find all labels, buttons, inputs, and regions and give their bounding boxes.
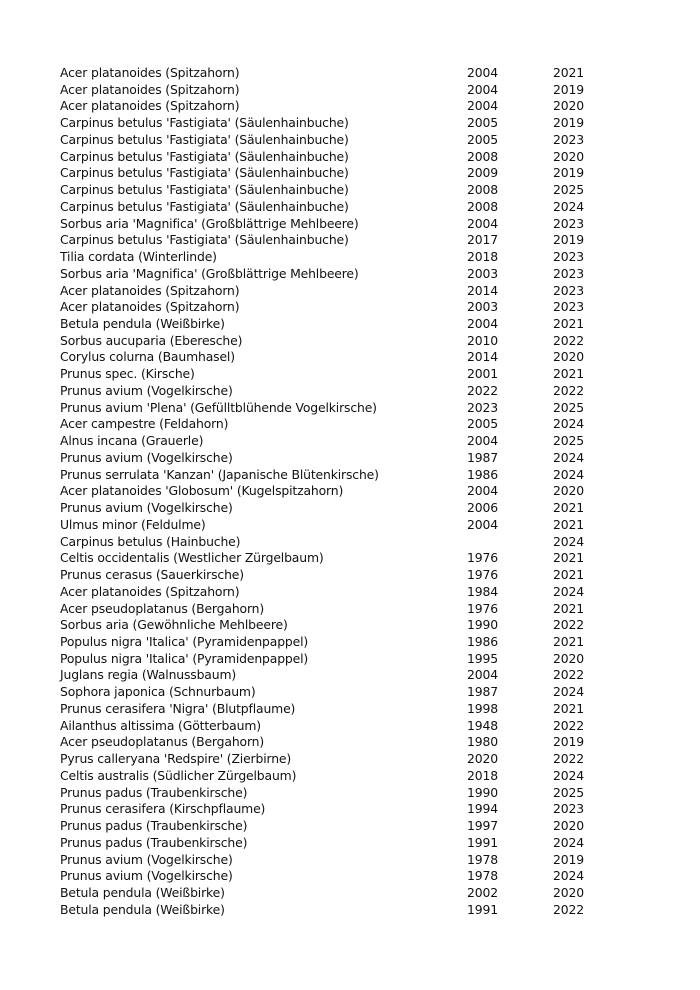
species-cell: Populus nigra 'Italica' (Pyramidenpappel) bbox=[60, 633, 309, 649]
table-row bbox=[60, 249, 593, 266]
year-inspected-cell: 2020 bbox=[553, 884, 584, 900]
table-row bbox=[60, 98, 593, 115]
year-inspected-cell: 2024 bbox=[553, 416, 584, 432]
year-planted-cell: 1976 bbox=[467, 550, 498, 566]
tree-table-body bbox=[60, 65, 593, 918]
species-cell: Sorbus aria 'Magnifica' (Großblättrige Mehlbeere) bbox=[60, 265, 359, 281]
table-row bbox=[60, 82, 593, 99]
table-row bbox=[60, 651, 593, 668]
year-inspected-cell: 2021 bbox=[553, 567, 584, 583]
species-cell: Sorbus aria (Gewöhnliche Mehlbeere) bbox=[60, 617, 288, 633]
year-planted-cell: 1990 bbox=[467, 617, 498, 633]
table-row bbox=[60, 534, 593, 551]
table-row bbox=[60, 500, 593, 517]
year-inspected-cell: 2020 bbox=[553, 483, 584, 499]
table-row bbox=[60, 333, 593, 350]
year-planted-cell: 1994 bbox=[467, 801, 498, 817]
table-row bbox=[60, 65, 593, 82]
year-planted-cell: 1976 bbox=[467, 567, 498, 583]
species-cell: Prunus avium 'Plena' (Gefülltblühende Vogelkirsche) bbox=[60, 399, 377, 415]
year-planted-cell: 2014 bbox=[467, 282, 498, 298]
species-cell: Betula pendula (Weißbirke) bbox=[60, 901, 225, 917]
table-row bbox=[60, 232, 593, 249]
species-cell: Prunus cerasifera (Kirschpflaume) bbox=[60, 801, 266, 817]
year-inspected-cell: 2020 bbox=[553, 98, 584, 114]
species-cell: Sorbus aucuparia (Eberesche) bbox=[60, 332, 243, 348]
table-row bbox=[60, 902, 593, 919]
year-planted-cell: 2020 bbox=[467, 751, 498, 767]
year-inspected-cell: 2020 bbox=[553, 148, 584, 164]
species-cell: Acer platanoides (Spitzahorn) bbox=[60, 98, 240, 114]
year-inspected-cell: 2021 bbox=[553, 516, 584, 532]
year-planted-cell: 2009 bbox=[467, 165, 498, 181]
year-inspected-cell: 2024 bbox=[553, 767, 584, 783]
year-planted-cell: 2003 bbox=[467, 265, 498, 281]
species-cell: Acer campestre (Feldahorn) bbox=[60, 416, 229, 432]
table-row bbox=[60, 132, 593, 149]
year-planted-cell: 2008 bbox=[467, 198, 498, 214]
table-row bbox=[60, 550, 593, 567]
table-row bbox=[60, 567, 593, 584]
year-planted-cell: 2006 bbox=[467, 500, 498, 516]
species-cell: Prunus padus (Traubenkirsche) bbox=[60, 834, 248, 850]
table-row bbox=[60, 701, 593, 718]
species-cell: Carpinus betulus 'Fastigiata' (Säulenhainbuche) bbox=[60, 148, 349, 164]
species-cell: Prunus padus (Traubenkirsche) bbox=[60, 818, 248, 834]
year-inspected-cell: 2022 bbox=[553, 751, 584, 767]
table-row bbox=[60, 266, 593, 283]
species-cell: Corylus colurna (Baumhasel) bbox=[60, 349, 235, 365]
table-row bbox=[60, 400, 593, 417]
species-cell: Carpinus betulus 'Fastigiata' (Säulenhainbuche) bbox=[60, 198, 349, 214]
year-planted-cell: 2008 bbox=[467, 182, 498, 198]
year-inspected-cell: 2019 bbox=[553, 115, 584, 131]
species-cell: Sorbus aria 'Magnifica' (Großblättrige Mehlbeere) bbox=[60, 215, 359, 231]
year-planted-cell: 2018 bbox=[467, 249, 498, 265]
table-row bbox=[60, 199, 593, 216]
species-cell: Prunus avium (Vogelkirsche) bbox=[60, 851, 233, 867]
table-row bbox=[60, 216, 593, 233]
year-inspected-cell: 2022 bbox=[553, 901, 584, 917]
species-cell: Alnus incana (Grauerle) bbox=[60, 433, 204, 449]
table-row bbox=[60, 801, 593, 818]
species-cell: Carpinus betulus 'Fastigiata' (Säulenhainbuche) bbox=[60, 115, 349, 131]
table-row bbox=[60, 885, 593, 902]
table-row bbox=[60, 366, 593, 383]
year-planted-cell: 2004 bbox=[467, 98, 498, 114]
table-row bbox=[60, 299, 593, 316]
table-row bbox=[60, 601, 593, 618]
year-inspected-cell: 2022 bbox=[553, 332, 584, 348]
year-inspected-cell: 2019 bbox=[553, 81, 584, 97]
year-planted-cell: 2023 bbox=[467, 399, 498, 415]
year-planted-cell: 1948 bbox=[467, 717, 498, 733]
table-row bbox=[60, 785, 593, 802]
species-cell: Ulmus minor (Feldulme) bbox=[60, 516, 206, 532]
table-row bbox=[60, 483, 593, 500]
table-row bbox=[60, 868, 593, 885]
year-inspected-cell: 2025 bbox=[553, 182, 584, 198]
year-inspected-cell: 2020 bbox=[553, 818, 584, 834]
year-inspected-cell: 2023 bbox=[553, 215, 584, 231]
year-planted-cell: 2004 bbox=[467, 81, 498, 97]
year-inspected-cell: 2025 bbox=[553, 399, 584, 415]
year-planted-cell: 1978 bbox=[467, 868, 498, 884]
table-row bbox=[60, 584, 593, 601]
species-cell: Prunus serrulata 'Kanzan' (Japanische Blütenkirsche) bbox=[60, 466, 379, 482]
species-cell: Carpinus betulus 'Fastigiata' (Säulenhainbuche) bbox=[60, 182, 349, 198]
species-cell: Celtis australis (Südlicher Zürgelbaum) bbox=[60, 767, 297, 783]
table-row bbox=[60, 852, 593, 869]
year-inspected-cell: 2021 bbox=[553, 550, 584, 566]
species-cell: Carpinus betulus 'Fastigiata' (Säulenhainbuche) bbox=[60, 131, 349, 147]
year-planted-cell: 2005 bbox=[467, 131, 498, 147]
year-inspected-cell: 2021 bbox=[553, 633, 584, 649]
table-row bbox=[60, 316, 593, 333]
species-cell: Carpinus betulus 'Fastigiata' (Säulenhainbuche) bbox=[60, 165, 349, 181]
year-inspected-cell: 2021 bbox=[553, 316, 584, 332]
year-planted-cell: 2004 bbox=[467, 483, 498, 499]
year-inspected-cell: 2022 bbox=[553, 382, 584, 398]
species-cell: Ailanthus altissima (Götterbaum) bbox=[60, 717, 261, 733]
species-cell: Acer pseudoplatanus (Bergahorn) bbox=[60, 734, 265, 750]
table-row bbox=[60, 517, 593, 534]
species-cell: Prunus padus (Traubenkirsche) bbox=[60, 784, 248, 800]
table-row bbox=[60, 751, 593, 768]
table-row bbox=[60, 467, 593, 484]
year-planted-cell: 2004 bbox=[467, 316, 498, 332]
year-inspected-cell: 2023 bbox=[553, 265, 584, 281]
year-planted-cell: 2022 bbox=[467, 382, 498, 398]
year-planted-cell: 2010 bbox=[467, 332, 498, 348]
tree-table bbox=[60, 65, 593, 918]
year-inspected-cell: 2024 bbox=[553, 198, 584, 214]
year-planted-cell: 1995 bbox=[467, 650, 498, 666]
year-planted-cell: 1987 bbox=[467, 684, 498, 700]
year-inspected-cell: 2024 bbox=[553, 449, 584, 465]
year-planted-cell: 1986 bbox=[467, 466, 498, 482]
species-cell: Celtis occidentalis (Westlicher Zürgelbaum) bbox=[60, 550, 324, 566]
species-cell: Acer platanoides (Spitzahorn) bbox=[60, 81, 240, 97]
year-planted-cell: 2001 bbox=[467, 366, 498, 382]
species-cell: Acer platanoides (Spitzahorn) bbox=[60, 583, 240, 599]
year-inspected-cell: 2024 bbox=[553, 684, 584, 700]
species-cell: Carpinus betulus 'Fastigiata' (Säulenhainbuche) bbox=[60, 232, 349, 248]
table-row bbox=[60, 115, 593, 132]
year-inspected-cell: 2020 bbox=[553, 349, 584, 365]
year-planted-cell: 2004 bbox=[467, 516, 498, 532]
year-planted-cell: 2002 bbox=[467, 884, 498, 900]
year-planted-cell: 1987 bbox=[467, 449, 498, 465]
species-cell: Prunus spec. (Kirsche) bbox=[60, 366, 195, 382]
year-inspected-cell: 2024 bbox=[553, 583, 584, 599]
species-cell: Sophora japonica (Schnurbaum) bbox=[60, 684, 256, 700]
year-planted-cell: 2004 bbox=[467, 667, 498, 683]
table-row bbox=[60, 818, 593, 835]
year-planted-cell: 1976 bbox=[467, 600, 498, 616]
species-cell: Pyrus calleryana 'Redspire' (Zierbirne) bbox=[60, 751, 292, 767]
table-row bbox=[60, 283, 593, 300]
year-inspected-cell: 2024 bbox=[553, 533, 584, 549]
table-row bbox=[60, 835, 593, 852]
year-inspected-cell: 2023 bbox=[553, 299, 584, 315]
year-planted-cell: 1990 bbox=[467, 784, 498, 800]
year-planted-cell: 1986 bbox=[467, 633, 498, 649]
table-row bbox=[60, 768, 593, 785]
species-cell: Tilia cordata (Winterlinde) bbox=[60, 249, 217, 265]
year-planted-cell: 1991 bbox=[467, 834, 498, 850]
year-inspected-cell: 2023 bbox=[553, 131, 584, 147]
year-planted-cell: 2017 bbox=[467, 232, 498, 248]
table-row bbox=[60, 617, 593, 634]
year-inspected-cell: 2021 bbox=[553, 366, 584, 382]
species-cell: Betula pendula (Weißbirke) bbox=[60, 884, 225, 900]
year-planted-cell: 1991 bbox=[467, 901, 498, 917]
year-planted-cell bbox=[467, 534, 553, 551]
species-cell: Acer platanoides (Spitzahorn) bbox=[60, 299, 240, 315]
year-inspected-cell: 2021 bbox=[553, 500, 584, 516]
year-inspected-cell: 2023 bbox=[553, 282, 584, 298]
species-cell: Acer platanoides (Spitzahorn) bbox=[60, 282, 240, 298]
year-inspected-cell: 2019 bbox=[553, 851, 584, 867]
table-row bbox=[60, 349, 593, 366]
table-row bbox=[60, 149, 593, 166]
table-row bbox=[60, 433, 593, 450]
table-row bbox=[60, 450, 593, 467]
year-inspected-cell: 2022 bbox=[553, 667, 584, 683]
year-inspected-cell: 2021 bbox=[553, 65, 584, 80]
species-cell: Acer platanoides (Spitzahorn) bbox=[60, 65, 240, 80]
year-inspected-cell: 2024 bbox=[553, 868, 584, 884]
table-row bbox=[60, 182, 593, 199]
species-cell: Prunus avium (Vogelkirsche) bbox=[60, 382, 233, 398]
year-inspected-cell: 2019 bbox=[553, 165, 584, 181]
species-cell: Prunus avium (Vogelkirsche) bbox=[60, 500, 233, 516]
year-inspected-cell: 2021 bbox=[553, 700, 584, 716]
year-inspected-cell: 2019 bbox=[553, 232, 584, 248]
year-planted-cell: 1998 bbox=[467, 700, 498, 716]
species-cell: Acer pseudoplatanus (Bergahorn) bbox=[60, 600, 265, 616]
species-cell: Betula pendula (Weißbirke) bbox=[60, 316, 225, 332]
species-cell: Prunus cerasifera 'Nigra' (Blutpflaume) bbox=[60, 700, 296, 716]
table-row bbox=[60, 718, 593, 735]
year-planted-cell: 1978 bbox=[467, 851, 498, 867]
year-inspected-cell: 2025 bbox=[553, 433, 584, 449]
year-inspected-cell: 2021 bbox=[553, 600, 584, 616]
table-row bbox=[60, 165, 593, 182]
year-planted-cell: 1980 bbox=[467, 734, 498, 750]
year-planted-cell: 2014 bbox=[467, 349, 498, 365]
year-inspected-cell: 2024 bbox=[553, 466, 584, 482]
year-planted-cell: 2005 bbox=[467, 115, 498, 131]
year-inspected-cell: 2020 bbox=[553, 650, 584, 666]
species-cell: Prunus avium (Vogelkirsche) bbox=[60, 449, 233, 465]
year-planted-cell: 1984 bbox=[467, 583, 498, 599]
table-row bbox=[60, 734, 593, 751]
species-cell: Juglans regia (Walnussbaum) bbox=[60, 667, 237, 683]
year-planted-cell: 2018 bbox=[467, 767, 498, 783]
year-inspected-cell: 2023 bbox=[553, 249, 584, 265]
year-planted-cell: 2004 bbox=[467, 433, 498, 449]
year-planted-cell: 2003 bbox=[467, 299, 498, 315]
year-planted-cell: 2005 bbox=[467, 416, 498, 432]
year-planted-cell: 2004 bbox=[467, 65, 498, 80]
species-cell: Acer platanoides 'Globosum' (Kugelspitzahorn) bbox=[60, 483, 344, 499]
species-cell: Carpinus betulus (Hainbuche) bbox=[60, 533, 241, 549]
year-inspected-cell: 2025 bbox=[553, 784, 584, 800]
table-row bbox=[60, 684, 593, 701]
table-row bbox=[60, 383, 593, 400]
year-inspected-cell: 2022 bbox=[553, 717, 584, 733]
species-cell: Prunus avium (Vogelkirsche) bbox=[60, 868, 233, 884]
year-inspected-cell: 2024 bbox=[553, 834, 584, 850]
table-row bbox=[60, 634, 593, 651]
table-row bbox=[60, 667, 593, 684]
species-cell: Populus nigra 'Italica' (Pyramidenpappel) bbox=[60, 650, 309, 666]
table-row bbox=[60, 416, 593, 433]
species-cell: Prunus cerasus (Sauerkirsche) bbox=[60, 567, 244, 583]
year-inspected-cell: 2022 bbox=[553, 617, 584, 633]
year-inspected-cell: 2023 bbox=[553, 801, 584, 817]
year-planted-cell: 2008 bbox=[467, 148, 498, 164]
year-inspected-cell: 2019 bbox=[553, 734, 584, 750]
year-planted-cell: 2004 bbox=[467, 215, 498, 231]
year-planted-cell: 1997 bbox=[467, 818, 498, 834]
